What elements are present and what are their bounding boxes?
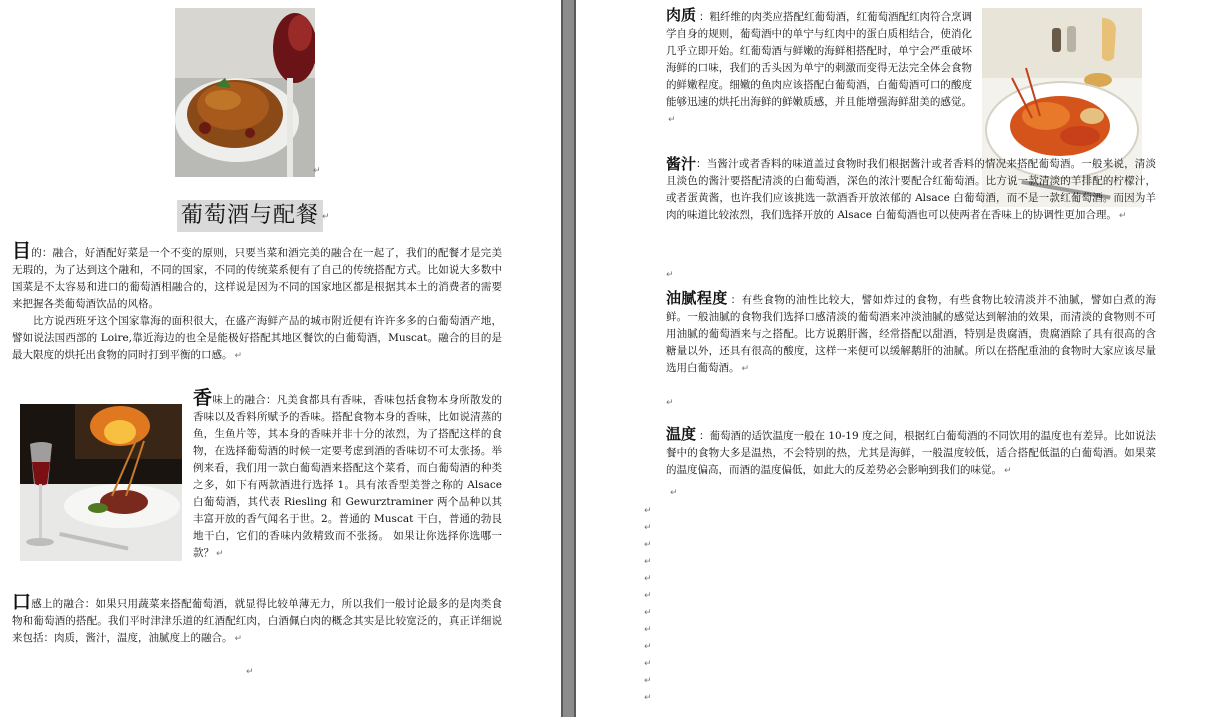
paragraph-mark: ↵	[644, 625, 652, 635]
paragraph-mark: ↵	[670, 488, 678, 498]
temperature-text: ：葡萄酒的适饮温度一般在 10-19 度之间，根据红白葡萄酒的不同饮用的温度也有差异。比如说法餐中的食物大多是温热，不会特别的热，尤其是海鲜，一般温度较低，适合搭配低温的白葡萄酒。如果菜的温度偏高，而酒的温度偏低，如此大的反差势必会影响到我们的味觉。	[666, 430, 1156, 476]
aroma-lead-char: 香	[193, 387, 213, 409]
page-title: 葡萄酒与配餐	[177, 200, 323, 232]
purpose-paragraph	[12, 240, 502, 365]
taste-paragraph	[12, 591, 502, 648]
paragraph-mark: ↵	[234, 351, 243, 361]
paragraph-mark: ↵	[644, 608, 652, 618]
paragraph-mark: ↵	[234, 634, 243, 644]
paragraph-mark: ↵	[644, 506, 652, 516]
meat-paragraph	[666, 7, 972, 129]
temperature-paragraph	[666, 426, 1156, 480]
paragraph-mark: ↵	[644, 523, 652, 533]
paragraph-mark: ↵	[1004, 466, 1012, 476]
page-gutter	[561, 0, 576, 717]
paragraph-mark: ↵	[644, 659, 652, 669]
taste-text: 感上的融合：如果只用蔬菜来搭配葡萄酒，就显得比较单薄无力，所以我们一般讨论最多的是肉类食物和葡萄酒的搭配。我们平时津津乐道的红酒配红肉，白酒佩白肉的概念其实是比较宽泛的，真正详细说来包括：肉质，酱汁，温度，油腻度上的融合。	[12, 598, 502, 644]
paragraph-mark: ↵	[1118, 211, 1127, 221]
paragraph-mark: ↵	[644, 591, 652, 601]
taste-lead-char: 口	[12, 591, 32, 613]
paragraph-mark: ↵	[741, 364, 750, 374]
paragraph-mark: ↵	[644, 574, 652, 584]
steak-dish-photo	[20, 404, 182, 561]
sauce-heading: 酱汁	[666, 155, 697, 173]
sauce-text: ：当酱汁或者香料的味道盖过食物时我们根据酱汁或者香料的情况来搭配葡萄酒。一般来说，清淡且淡色的酱汁要搭配清淡的白葡萄酒，深色的浓汁要配合红葡萄酒。比方说一款清淡的羊排配的柠檬汁，或者蛋黄酱，也许我们应该挑选一款酒香开放浓郁的 Alsace 白葡萄酒，而不是一款红葡萄酒。而因为羊肉的味道比较浓烈，我们选择开放的 Alsace 白葡萄酒也可以使两者在香味上的协调性更加合理。	[666, 158, 1156, 221]
paragraph-mark: ↵	[644, 557, 652, 567]
right-page	[576, 0, 1216, 717]
paragraph-mark: ↵	[246, 667, 254, 677]
aroma-paragraph	[193, 387, 502, 563]
purpose-text-2: 比方说西班牙这个国家靠海的面积很大，在盛产海鲜产品的城市附近便有许许多多的白葡萄酒产地，譬如说法国西部的 Loire,靠近海边的也全是能极好搭配其地区餐饮的白葡萄酒，Muscat。融合的目的是最大限度的烘托出食物的同时打到平衡的口感。	[12, 315, 502, 361]
paragraph-mark: ↵	[666, 398, 674, 408]
roast-dish-photo	[175, 8, 315, 177]
paragraph-mark: ↵	[644, 540, 652, 550]
sauce-paragraph	[666, 156, 1156, 225]
meat-text: ：粗纤维的肉类应搭配红葡萄酒，红葡萄酒配红肉符合烹调学自身的规则，葡萄酒中的单宁与红肉中的蛋白质相结合，使消化几乎立即开始。红葡萄酒与鲜嫩的海鲜相搭配时，单宁会严重破坏海鲜的口味，我们的舌头因为单宁的刺激而变得无法完全体会食物的鲜嫩程度。细嫩的鱼肉应该搭配白葡萄酒，白葡萄酒可口的酸度能够迅速的烘托出海鲜的鲜嫩质感，并且能增强海鲜甜美的感觉。	[666, 11, 973, 108]
left-page	[0, 0, 561, 717]
paragraph-mark: ↵	[322, 212, 330, 222]
aroma-text: 味上的融合：凡美食都具有香味，香味包括食物本身所散发的香味以及香料所赋予的香味。搭配食物本身的香味，比如说清蒸的鱼，生鱼片等，其本身的香味并非十分的浓烈，为了搭配这样的食物，在选择葡萄酒的时候一定要考虑到酒的香味切不可太张扬。举例来看，我们用一款白葡萄酒来搭配这个菜肴，而白葡萄酒的种类之多，如下有两款酒进行选择 1。具有浓香型美誉之称的 Alsace 白葡萄酒，其代表 Riesling 和 Gewurztraminer 两个品种以其丰富开放的香气闻名于世。2。普通的 Muscat 干白，普通的勃艮地干白，它们的香味内敛精致而不张扬。 如果让你选择你选哪一款？	[193, 394, 502, 559]
greasiness-text: ：有些食物的油性比较大，譬如炸过的食物，有些食物比较清淡并不油腻，譬如白煮的海鲜。一般油腻的食物我们选择口感清淡的葡萄酒来冲淡油腻的感觉达到解油的效果，而清淡的食物则不可用油腻的葡萄酒来与之搭配。比方说鹅肝酱，经常搭配以甜酒，特别是贵腐酒，贵腐酒除了具有很高的含糖量以外，还具有很高的酸度，这样一来便可以缓解鹅肝的油腻。所以在搭配重油的食物时大家应该尽量选用白葡萄酒。	[666, 294, 1156, 374]
temperature-heading: 温度	[666, 425, 697, 443]
paragraph-mark: ↵	[644, 642, 652, 652]
paragraph-mark: ↵	[666, 270, 674, 280]
paragraph-mark: ↵	[216, 549, 224, 559]
paragraph-mark: ↵	[313, 166, 321, 176]
paragraph-mark: ↵	[668, 115, 676, 125]
purpose-lead-char: 目	[12, 240, 32, 262]
paragraph-mark: ↵	[644, 676, 652, 686]
meat-heading: 肉质	[666, 6, 697, 24]
purpose-text: 的：融合，好酒配好菜是一个不变的原则，只要当菜和酒完美的融合在一起了，我们的配餐才是完美无瑕的，为了达到这个融和，不同的国家，不同的传统菜系便有了自己的传统搭配方式。比如说大多数中国菜是不太容易和进口的葡萄酒相融合的，这样说是因为不同的国家地区都是根据其本土的消费者的需要来把握各类葡萄酒饮品的风格。	[12, 247, 502, 310]
paragraph-mark: ↵	[644, 693, 652, 703]
greasiness-heading: 油腻程度	[666, 289, 728, 307]
greasiness-paragraph	[666, 290, 1156, 378]
